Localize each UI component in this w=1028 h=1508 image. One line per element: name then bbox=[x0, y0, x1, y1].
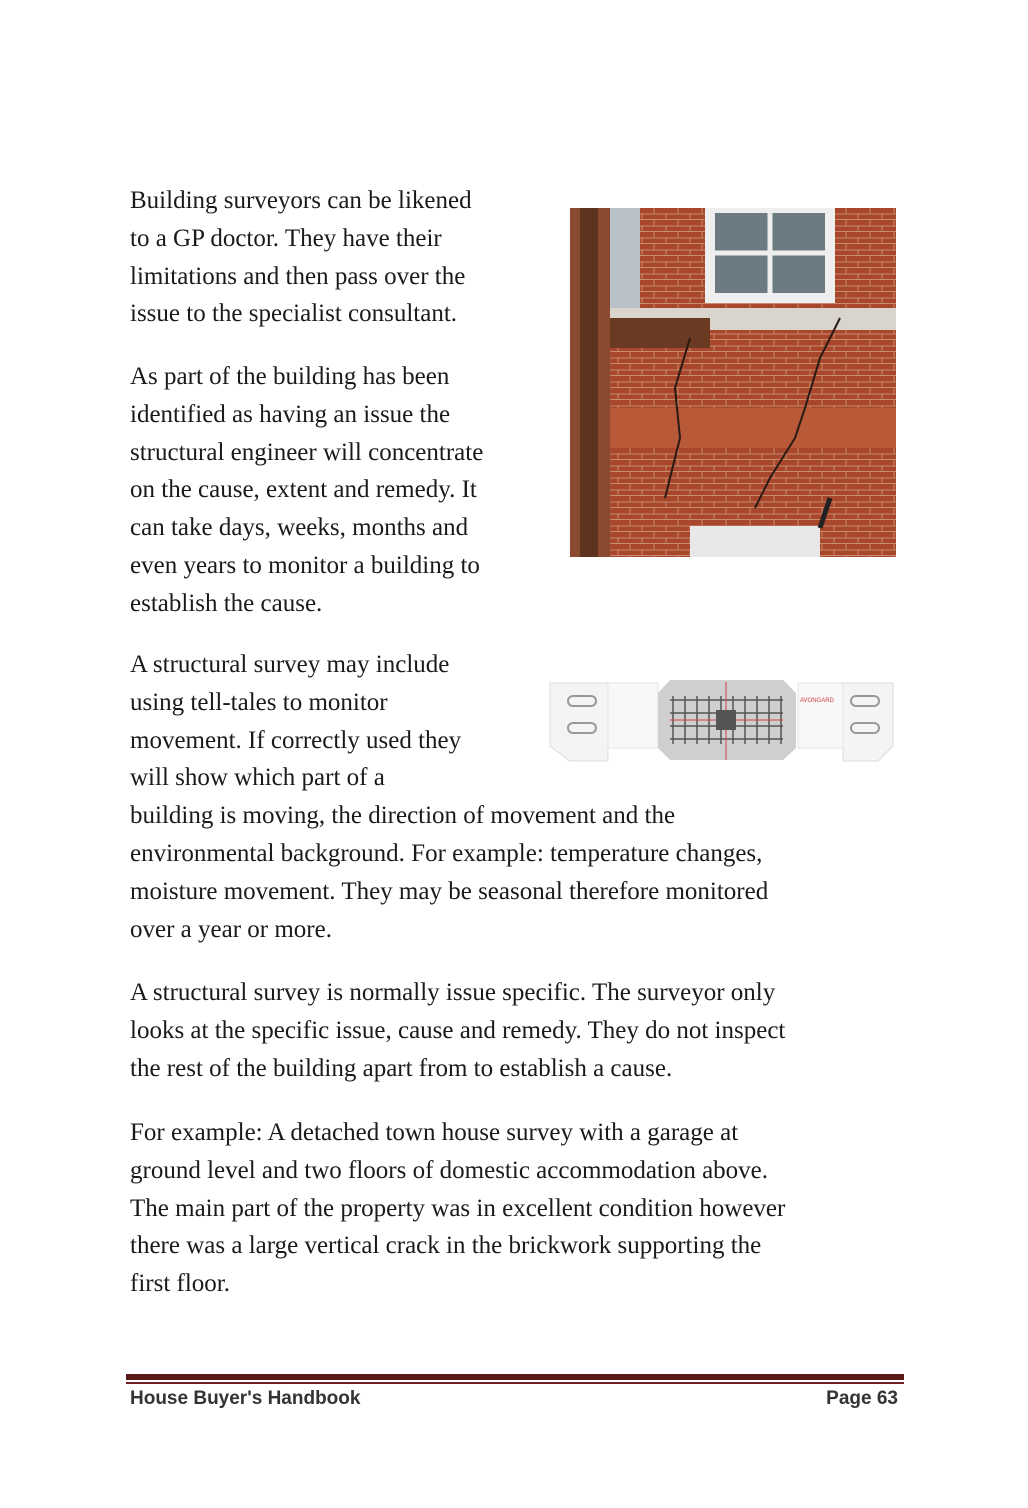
text-line: looks at the specific issue, cause and remedy. They do not inspect bbox=[130, 1016, 786, 1044]
paragraph-gp-analogy bbox=[130, 182, 472, 333]
text-line: environmental background. For example: temperature changes, bbox=[130, 839, 763, 867]
text-line: For example: A detached town house survey with a garage at bbox=[130, 1119, 739, 1146]
text-line: The main part of the property was in excellent condition however bbox=[130, 1194, 786, 1222]
tell-tale-gauge-image bbox=[548, 668, 895, 766]
text-line: movement. If correctly used they bbox=[130, 726, 462, 754]
text-line: can take days, weeks, months and bbox=[130, 514, 469, 542]
text-line: even years to monitor a building to bbox=[130, 551, 480, 579]
paragraph-issue-specific bbox=[130, 974, 785, 1087]
text-line: limitations and then pass over the bbox=[130, 262, 466, 290]
text-line: As part of the building has been bbox=[130, 363, 450, 390]
text-line: on the cause, extent and remedy. It bbox=[130, 476, 477, 504]
svg-text:AVONGARD: AVONGARD bbox=[800, 698, 834, 704]
text-line: building is moving, the direction of movement and the bbox=[130, 802, 676, 830]
text-line: Building surveyors can be likened bbox=[130, 187, 472, 214]
cracked-brickwork-photo bbox=[570, 208, 896, 557]
paragraph-structural-engineer bbox=[130, 358, 483, 623]
text-line: moisture movement. They may be seasonal therefore monitored bbox=[130, 877, 769, 905]
text-line: over a year or more. bbox=[130, 915, 332, 943]
footer-page-number: Page 63 bbox=[826, 1388, 898, 1409]
text-line: establish the cause. bbox=[130, 589, 323, 617]
footer-rule-thick bbox=[126, 1374, 904, 1380]
text-line: using tell-tales to monitor bbox=[130, 688, 388, 716]
text-line: A structural survey is normally issue specific. The surveyor only bbox=[130, 979, 776, 1006]
paragraph-example bbox=[130, 1114, 785, 1303]
text-line: issue to the specialist consultant. bbox=[130, 300, 458, 328]
footer-book-title: House Buyer's Handbook bbox=[130, 1388, 361, 1409]
text-line: will show which part of a bbox=[130, 764, 385, 792]
text-line: the rest of the building apart from to establish a cause. bbox=[130, 1054, 673, 1082]
text-line: to a GP doctor. They have their bbox=[130, 224, 442, 252]
footer-rule-thin bbox=[126, 1382, 904, 1384]
text-line: A structural survey may include bbox=[130, 651, 450, 678]
text-line: ground level and two floors of domestic accommodation above. bbox=[130, 1156, 769, 1184]
text-line: first floor. bbox=[130, 1270, 230, 1298]
text-line: there was a large vertical crack in the brickwork supporting the bbox=[130, 1232, 762, 1260]
text-line: identified as having an issue the bbox=[130, 400, 451, 428]
text-line: structural engineer will concentrate bbox=[130, 438, 484, 466]
